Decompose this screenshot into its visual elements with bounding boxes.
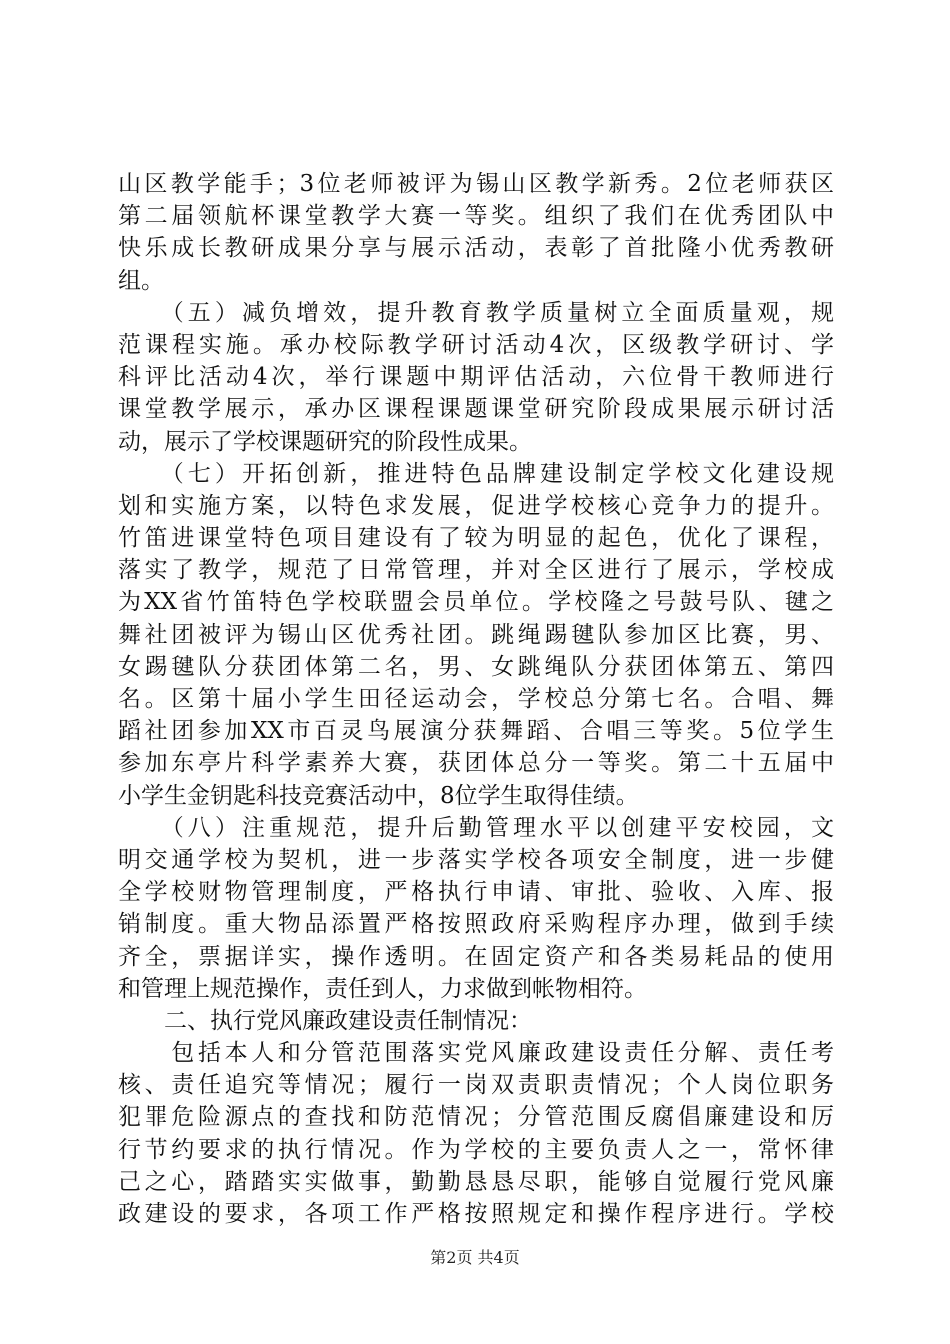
text-line: 政建设的要求，各项工作严格按照规定和操作程序进行。学校 (118, 1201, 834, 1227)
text-line: （八）注重规范，提升后勤管理水平以创建平安校园，文 (118, 814, 834, 841)
text-line: 范课程实施。承办校际教学研讨活动4次，区级教学研讨、学 (118, 331, 834, 358)
section-heading: 二、执行党风廉政建设责任制情况： (118, 1007, 532, 1034)
text-line: 组。 (118, 267, 164, 294)
text-line: 第二届领航杯课堂教学大赛一等奖。组织了我们在优秀团队中 (118, 203, 834, 230)
text-line: 科评比活动4次，举行课题中期评估活动，六位骨干教师进行 (118, 364, 834, 391)
text-line: 犯罪危险源点的查找和防范情况；分管范围反腐倡廉建设和厉 (118, 1104, 834, 1131)
text-line: 行节约要求的执行情况。作为学校的主要负责人之一，常怀律 (118, 1136, 834, 1163)
text-line: 和管理上规范操作，责任到人，力求做到帐物相符。 (118, 975, 647, 1002)
text-line: 核、责任追究等情况；履行一岗双责职责情况；个人岗位职务 (118, 1072, 834, 1099)
text-line: 课堂教学展示，承办区课程课题课堂研究阶段成果展示研讨活 (118, 396, 834, 423)
text-line: 参加东亭片科学素养大赛，获团体总分一等奖。第二十五届中 (118, 750, 834, 777)
text-line: （五）减负增效，提升教育教学质量树立全面质量观，规 (118, 299, 834, 326)
text-line: 落实了教学，规范了日常管理，并对全区进行了展示，学校成 (118, 557, 834, 584)
text-line: （七）开拓创新，推进特色品牌建设制定学校文化建设规 (118, 460, 834, 487)
text-line: 名。区第十届小学生田径运动会，学校总分第七名。合唱、舞 (118, 686, 834, 712)
text-line: 小学生金钥匙科技竞赛活动中，8位学生取得佳绩。 (118, 782, 639, 809)
text-line: 销制度。重大物品添置严格按照政府采购程序办理，做到手续 (118, 911, 834, 938)
text-line: 明交通学校为契机，进一步落实学校各项安全制度，进一步健 (118, 846, 834, 873)
text-line: 快乐成长教研成果分享与展示活动，表彰了首批隆小优秀教研 (118, 235, 834, 262)
body-text (118, 168, 834, 1230)
text-line: 动，展示了学校课题研究的阶段性成果。 (118, 428, 532, 455)
text-line: 包括本人和分管范围落实党风廉政建设责任分解、责任考 (118, 1040, 834, 1067)
text-line: 山区教学能手；3位老师被评为锡山区教学新秀。2位老师获区 (118, 171, 834, 197)
text-line: 女踢毽队分获团体第二名，男、女跳绳队分获团体第五、第四 (118, 653, 834, 680)
text-line: 蹈社团参加XX市百灵鸟展演分获舞蹈、合唱三等奖。5位学生 (118, 718, 834, 745)
text-line: 划和实施方案，以特色求发展，促进学校核心竞争力的提升。 (118, 492, 834, 519)
page-number-label: 第2页 共4页 (430, 1248, 520, 1267)
text-line: 竹笛进课堂特色项目建设有了较为明显的起色，优化了课程， (118, 525, 834, 552)
page-footer (0, 1245, 950, 1268)
text-line: 舞社团被评为锡山区优秀社团。跳绳踢毽队参加区比赛，男、 (118, 621, 834, 648)
text-line: 为XX省竹笛特色学校联盟会员单位。学校隆之号鼓号队、毽之 (118, 589, 834, 616)
text-line: 全学校财物管理制度，严格执行申请、审批、验收、入库、报 (118, 879, 834, 906)
text-line: 齐全，票据详实，操作透明。在固定资产和各类易耗品的使用 (118, 943, 834, 970)
text-line: 己之心，踏踏实实做事，勤勤恳恳尽职，能够自觉履行党风廉 (118, 1168, 834, 1195)
